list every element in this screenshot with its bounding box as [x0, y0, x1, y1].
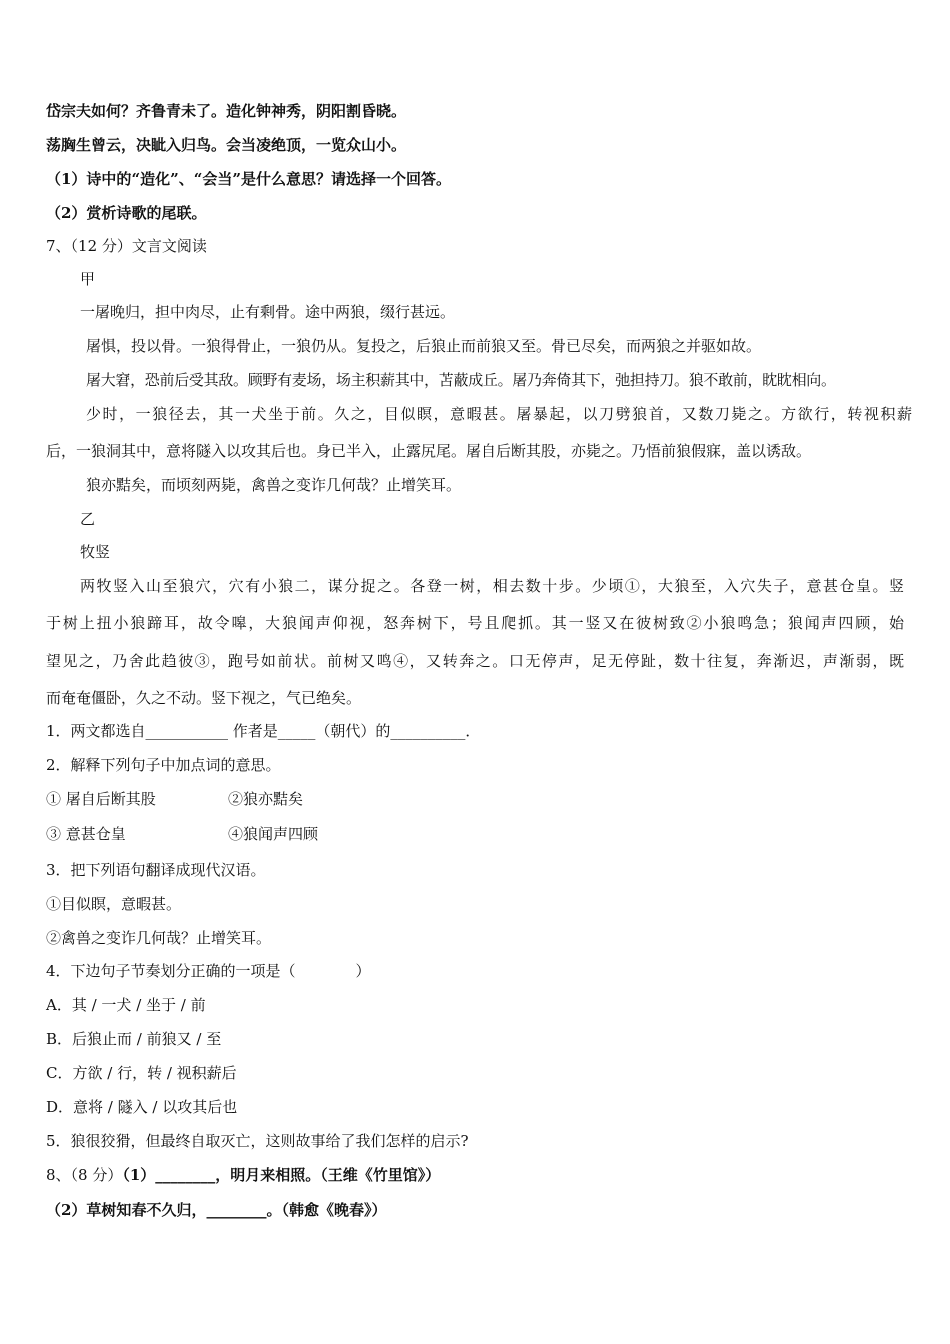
text-yi-paragraph: 于树上扭小狼蹄耳，故令嗥，大狼闻声仰视，怒奔树下，号且爬抓。其一竖又在彼树致②小狼鸣急；狼闻声四顾，始 — [46, 614, 904, 632]
text-jia-paragraph: 一屠晚归，担中肉尽，止有剩骨。途中两狼，缀行甚远。 — [80, 303, 456, 321]
subquestion-2: 2．解释下列句子中加点词的意思。 — [46, 756, 281, 774]
text-jia-paragraph-cont: 后，一狼洞其中，意将隧入以攻其后也。身已半入，止露尻尾。屠自后断其股，亦毙之。乃悟前狼假寐，盖以诱敌。 — [46, 442, 812, 460]
question-8-fill-2: （2）草树知春不久归，________。（韩愈《晚春》） — [46, 1201, 387, 1219]
question-8-line-1 — [46, 1165, 440, 1185]
text-yi-paragraph: 两牧竖入山至狼穴，穴有小狼二，谋分捉之。各登一树，相去数十步。少顷①，大狼至，入穴失子，意甚仓皇。竖 — [80, 577, 904, 595]
subquestion-2-item: ① 屠自后断其股 — [46, 790, 156, 808]
subquestion-3-item: ①目似瞑，意暇甚。 — [46, 895, 182, 913]
poem-question-1: （1）诗中的“造化”、“会当”是什么意思？请选择一个回答。 — [46, 170, 451, 188]
option-d: D．意将 / 隧入 / 以攻其后也 — [46, 1098, 238, 1116]
subquestion-2-item: ②狼亦黠矣 — [228, 790, 304, 808]
text-jia-paragraph: 屠惧，投以骨。一狼得骨止，一狼仍从。复投之，后狼止而前狼又至。骨已尽矣，而两狼之并驱如故。 — [86, 337, 762, 355]
option-c: C．方欲 / 行，转 / 视积薪后 — [46, 1064, 237, 1082]
subquestion-3-item: ②禽兽之变诈几何哉？止增笑耳。 — [46, 929, 272, 947]
question-7-heading: 7、（12 分）文言文阅读 — [46, 237, 207, 255]
subquestion-4: 4．下边句子节奏划分正确的一项是（ ） — [46, 962, 371, 980]
question-8-prefix: 8、（8 分） — [46, 1166, 123, 1184]
poem-line: 岱宗夫如何？齐鲁青未了。造化钟神秀，阴阳割昏晓。 — [46, 102, 407, 120]
text-jia-paragraph: 屠大窘，恐前后受其敌。顾野有麦场，场主积薪其中，苫蔽成丘。屠乃奔倚其下，弛担持刀。狼不敢前，眈眈相向。 — [86, 371, 836, 389]
text-yi-paragraph: 而奄奄僵卧，久之不动。竖下视之，气已绝矣。 — [46, 689, 362, 707]
text-yi-paragraph: 望见之，乃舍此趋彼③，跑号如前状。前树又鸣④，又转奔之。口无停声，足无停趾，数十往复，奔渐迟，声渐弱，既 — [46, 652, 904, 670]
subquestion-3: 3．把下列语句翻译成现代汉语。 — [46, 861, 266, 879]
subquestion-2-item: ③ 意甚仓皇 — [46, 825, 126, 843]
text-jia-label: 甲 — [80, 270, 96, 288]
text-jia-paragraph: 狼亦黠矣，而顷刻两毙，禽兽之变诈几何哉？止增笑耳。 — [86, 476, 462, 494]
text-yi-title: 牧竖 — [80, 543, 111, 561]
subquestion-5: 5．狼很狡猾，但最终自取灭亡，这则故事给了我们怎样的启示? — [46, 1132, 469, 1150]
poem-line: 荡胸生曾云，决眦入归鸟。会当凌绝顶，一览众山小。 — [46, 136, 407, 154]
poem-question-2: （2）赏析诗歌的尾联。 — [46, 204, 207, 222]
subquestion-1: 1．两文都选自___________ 作者是_____（朝代）的__________． — [46, 722, 481, 740]
subquestion-2-item: ④狼闻声四顾 — [228, 825, 319, 843]
text-jia-paragraph: 少时，一狼径去，其一犬坐于前。久之，目似瞑，意暇甚。屠暴起，以刀劈狼首，又数刀毙之。方欲行，转视积薪 — [86, 405, 912, 423]
question-8-fill-1: （1）________，明月来相照。（王维《竹里馆》） — [122, 1166, 441, 1184]
option-b: B．后狼止而 / 前狼又 / 至 — [46, 1030, 222, 1048]
option-a: A．其 / 一犬 / 坐于 / 前 — [46, 996, 206, 1014]
text-yi-label: 乙 — [80, 510, 96, 528]
